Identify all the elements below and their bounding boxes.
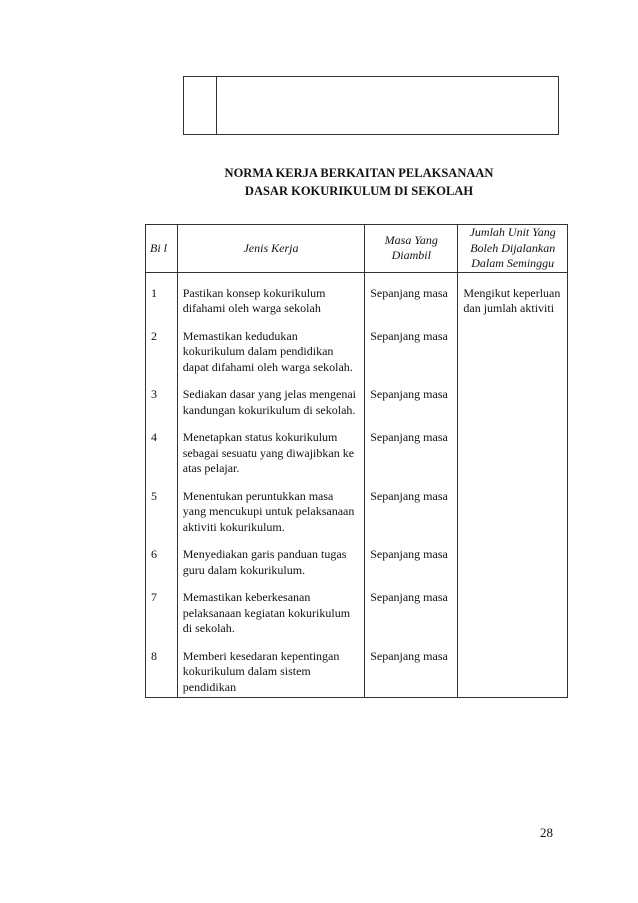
row-masa: Sepanjang masa <box>365 535 458 578</box>
row-bil: 7 <box>146 578 178 637</box>
row-unit <box>458 317 568 376</box>
row-masa: Sepanjang masa <box>365 375 458 418</box>
top-table-divider <box>216 77 217 134</box>
row-bil: 6 <box>146 535 178 578</box>
row-unit <box>458 375 568 418</box>
row-unit <box>458 637 568 698</box>
header-jumlah-unit: Jumlah Unit Yang Boleh Dijalankan Dalam Seminggu <box>458 225 568 273</box>
table-row <box>146 317 568 376</box>
row-jenis: Menetapkan status kokurikulum sebagai sesuatu yang diwajibkan ke atas pelajar. <box>177 418 364 477</box>
row-jenis: Menyediakan garis panduan tugas guru dalam kokurikulum. <box>177 535 364 578</box>
row-jenis: Sediakan dasar yang jelas mengenai kandungan kokurikulum di sekolah. <box>177 375 364 418</box>
row-jenis: Memastikan kedudukan kokurikulum dalam pendidikan dapat difahami oleh warga sekolah. <box>177 317 364 376</box>
row-unit <box>458 477 568 536</box>
row-jenis: Memberi kesedaran kepentingan kokurikulum dalam sistem pendidikan <box>177 637 364 698</box>
table-row <box>146 637 568 698</box>
top-empty-table <box>183 76 559 135</box>
table-row <box>146 578 568 637</box>
row-unit: Mengikut keperluan dan jumlah aktiviti <box>458 272 568 317</box>
header-bil: Bi l <box>146 225 178 273</box>
row-masa: Sepanjang masa <box>365 637 458 698</box>
header-masa: Masa Yang Diambil <box>365 225 458 273</box>
row-bil: 1 <box>146 272 178 317</box>
row-masa: Sepanjang masa <box>365 578 458 637</box>
table-row <box>146 477 568 536</box>
table-row <box>146 375 568 418</box>
row-bil: 8 <box>146 637 178 698</box>
row-masa: Sepanjang masa <box>365 418 458 477</box>
page-title <box>150 164 568 200</box>
title-line-1: NORMA KERJA BERKAITAN PELAKSANAAN <box>224 166 494 180</box>
table-header-row <box>146 225 568 273</box>
work-norm-table <box>145 224 568 698</box>
row-bil: 3 <box>146 375 178 418</box>
row-unit <box>458 418 568 477</box>
row-bil: 2 <box>146 317 178 376</box>
row-bil: 4 <box>146 418 178 477</box>
table-row <box>146 272 568 317</box>
row-unit <box>458 578 568 637</box>
title-line-2: DASAR KOKURIKULUM DI SEKOLAH <box>244 184 474 198</box>
row-unit <box>458 535 568 578</box>
row-masa: Sepanjang masa <box>365 477 458 536</box>
table-row <box>146 418 568 477</box>
table-row <box>146 535 568 578</box>
row-jenis: Memastikan keberkesanan pelaksanaan kegiatan kokurikulum di sekolah. <box>177 578 364 637</box>
row-bil: 5 <box>146 477 178 536</box>
row-masa: Sepanjang masa <box>365 272 458 317</box>
header-jenis-kerja: Jenis Kerja <box>177 225 364 273</box>
row-jenis: Pastikan konsep kokurikulum difahami oleh warga sekolah <box>177 272 364 317</box>
page-number: 28 <box>540 825 553 840</box>
row-masa: Sepanjang masa <box>365 317 458 376</box>
row-jenis: Menentukan peruntukkan masa yang mencukupi untuk pelaksanaan aktiviti kokurikulum. <box>177 477 364 536</box>
